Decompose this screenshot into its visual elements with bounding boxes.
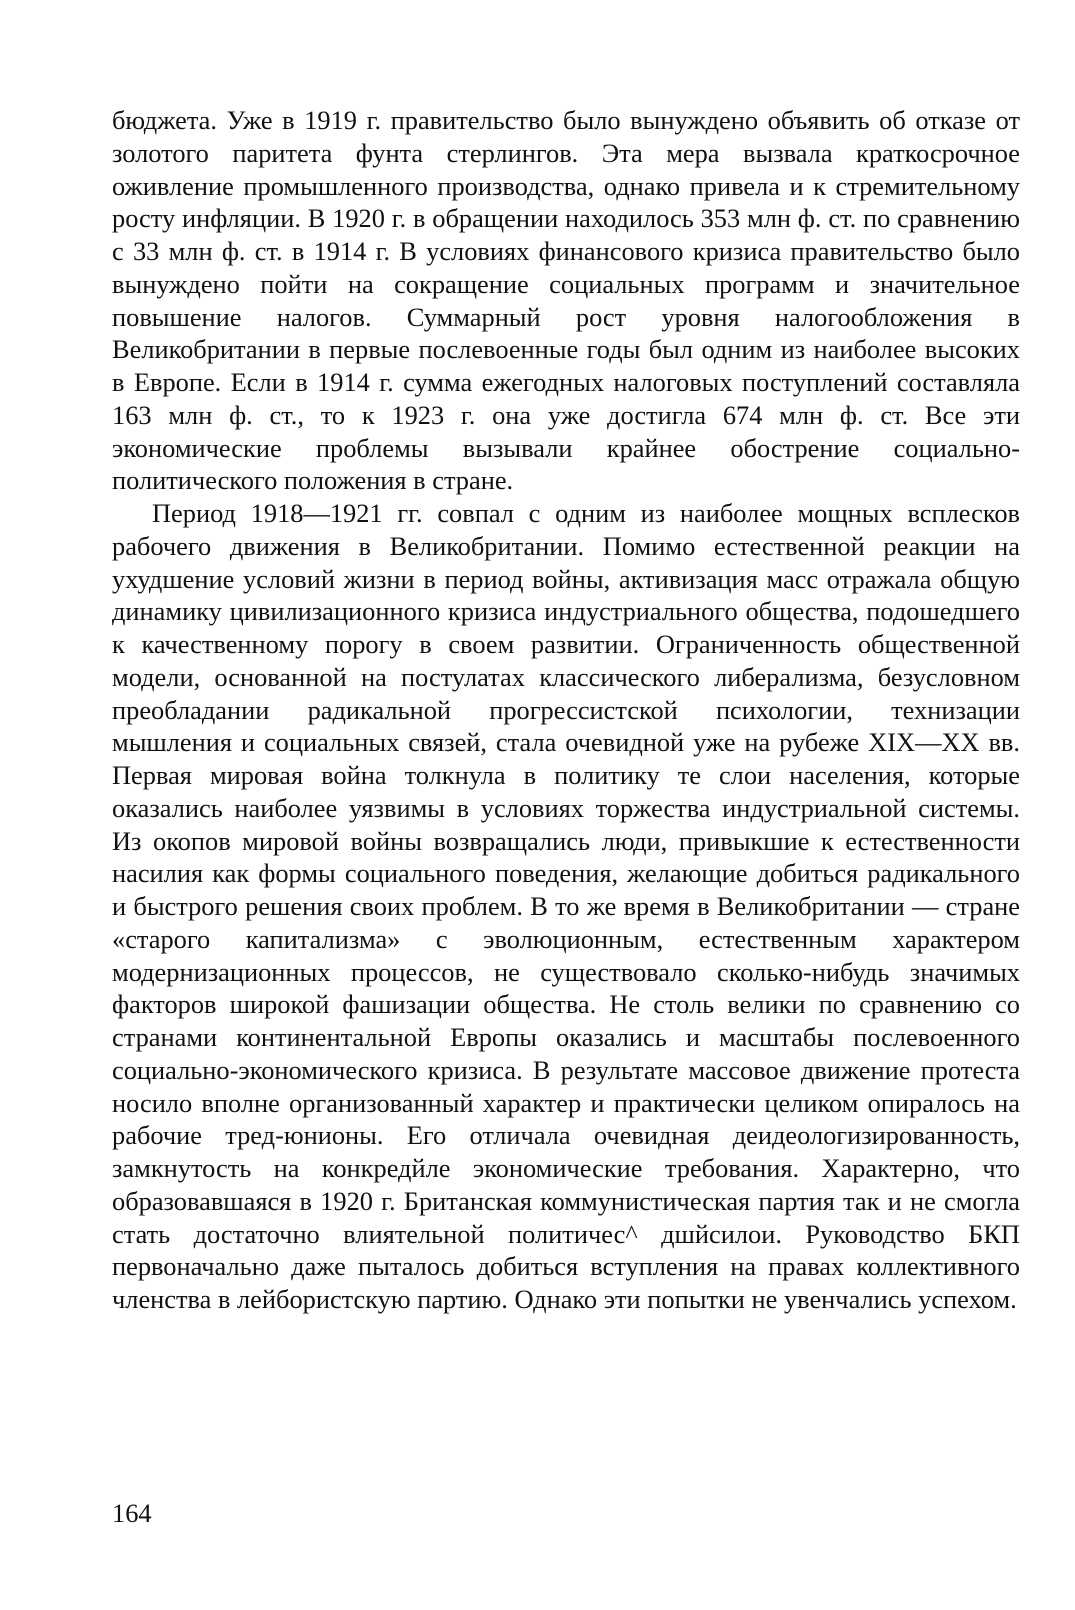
paragraph-2: Период 1918—1921 гг. совпал с одним из наиболее мощных всплесков рабочего движения в Великобритании. Помимо естественной реакции на ухудшение условий жизни в период войны, активизация масс отражала общую динамику цивилизационного кризиса индустриального общества, подошедшего к качественному порогу в своем развитии. Ограниченность общественной модели, основанной на постулатах классического либерализма, безусловном преобладании радикальной прогрессистской психологии, технизации мышления и социальных связей, стала очевидной уже на рубеже XIX—XX вв. Первая мировая война толкнула в политику те слои населения, которые оказались наиболее уязвимы в условиях торжества индустриальной системы. Из окопов мировой войны возвращались люди, привыкшие к естественности насилия как формы социального поведения, желающие добиться радикального и быстрого решения своих проблем. В то же время в Великобритании — стране «старого капитализма» с эволюционным, естественным характером модернизационных процессов, не существовало сколько-нибудь значимых факторов широкой фашизации общества. Не столь велики по сравнению со странами континентальной Европы оказались и масштабы послевоенного социально-экономического кризиса. В результате массовое движение протеста носило вполне организованный характер и практически целиком опиралось на рабочие тред-юнионы. Его отличала очевидная деидеологизированность, замкнутость на конкредйле экономические требования. Характерно, что образовавшаяся в 1920 г. Британская коммунистическая партия так и не смогла стать достаточно влиятельной политичес^ дшйсилои. Руководство БКП первоначально даже пыталось добиться вступления на правах коллективного членства в лейбористскую партию. Однако эти попытки не увенчались успехом. [112,498,1020,1314]
page-number: 164 [112,1498,152,1528]
body-text [112,104,1020,1316]
paragraph-1: бюджета. Уже в 1919 г. правительство было вынуждено объявить об отказе от золотого паритета фунта стерлингов. Эта мера вызвала краткосрочное оживление промышленного производства, однако привела и к стремительному росту инфляции. В 1920 г. в обращении находилось 353 млн ф. ст. по сравнению с 33 млн ф. ст. в 1914 г. В условиях финансового кризиса правительство было вынуждено пойти на сокращение социальных программ и значительное повышение налогов. Суммарный рост уровня налогообложения в Великобритании в первые послевоенные годы был одним из наиболее высоких в Европе. Если в 1914 г. сумма ежегодных налоговых поступлений составляла 163 млн ф. ст., то к 1923 г. она уже достигла 674 млн ф. ст. Все эти экономические проблемы вызывали крайнее обострение социально-политического положения в стране. [112,105,1020,496]
